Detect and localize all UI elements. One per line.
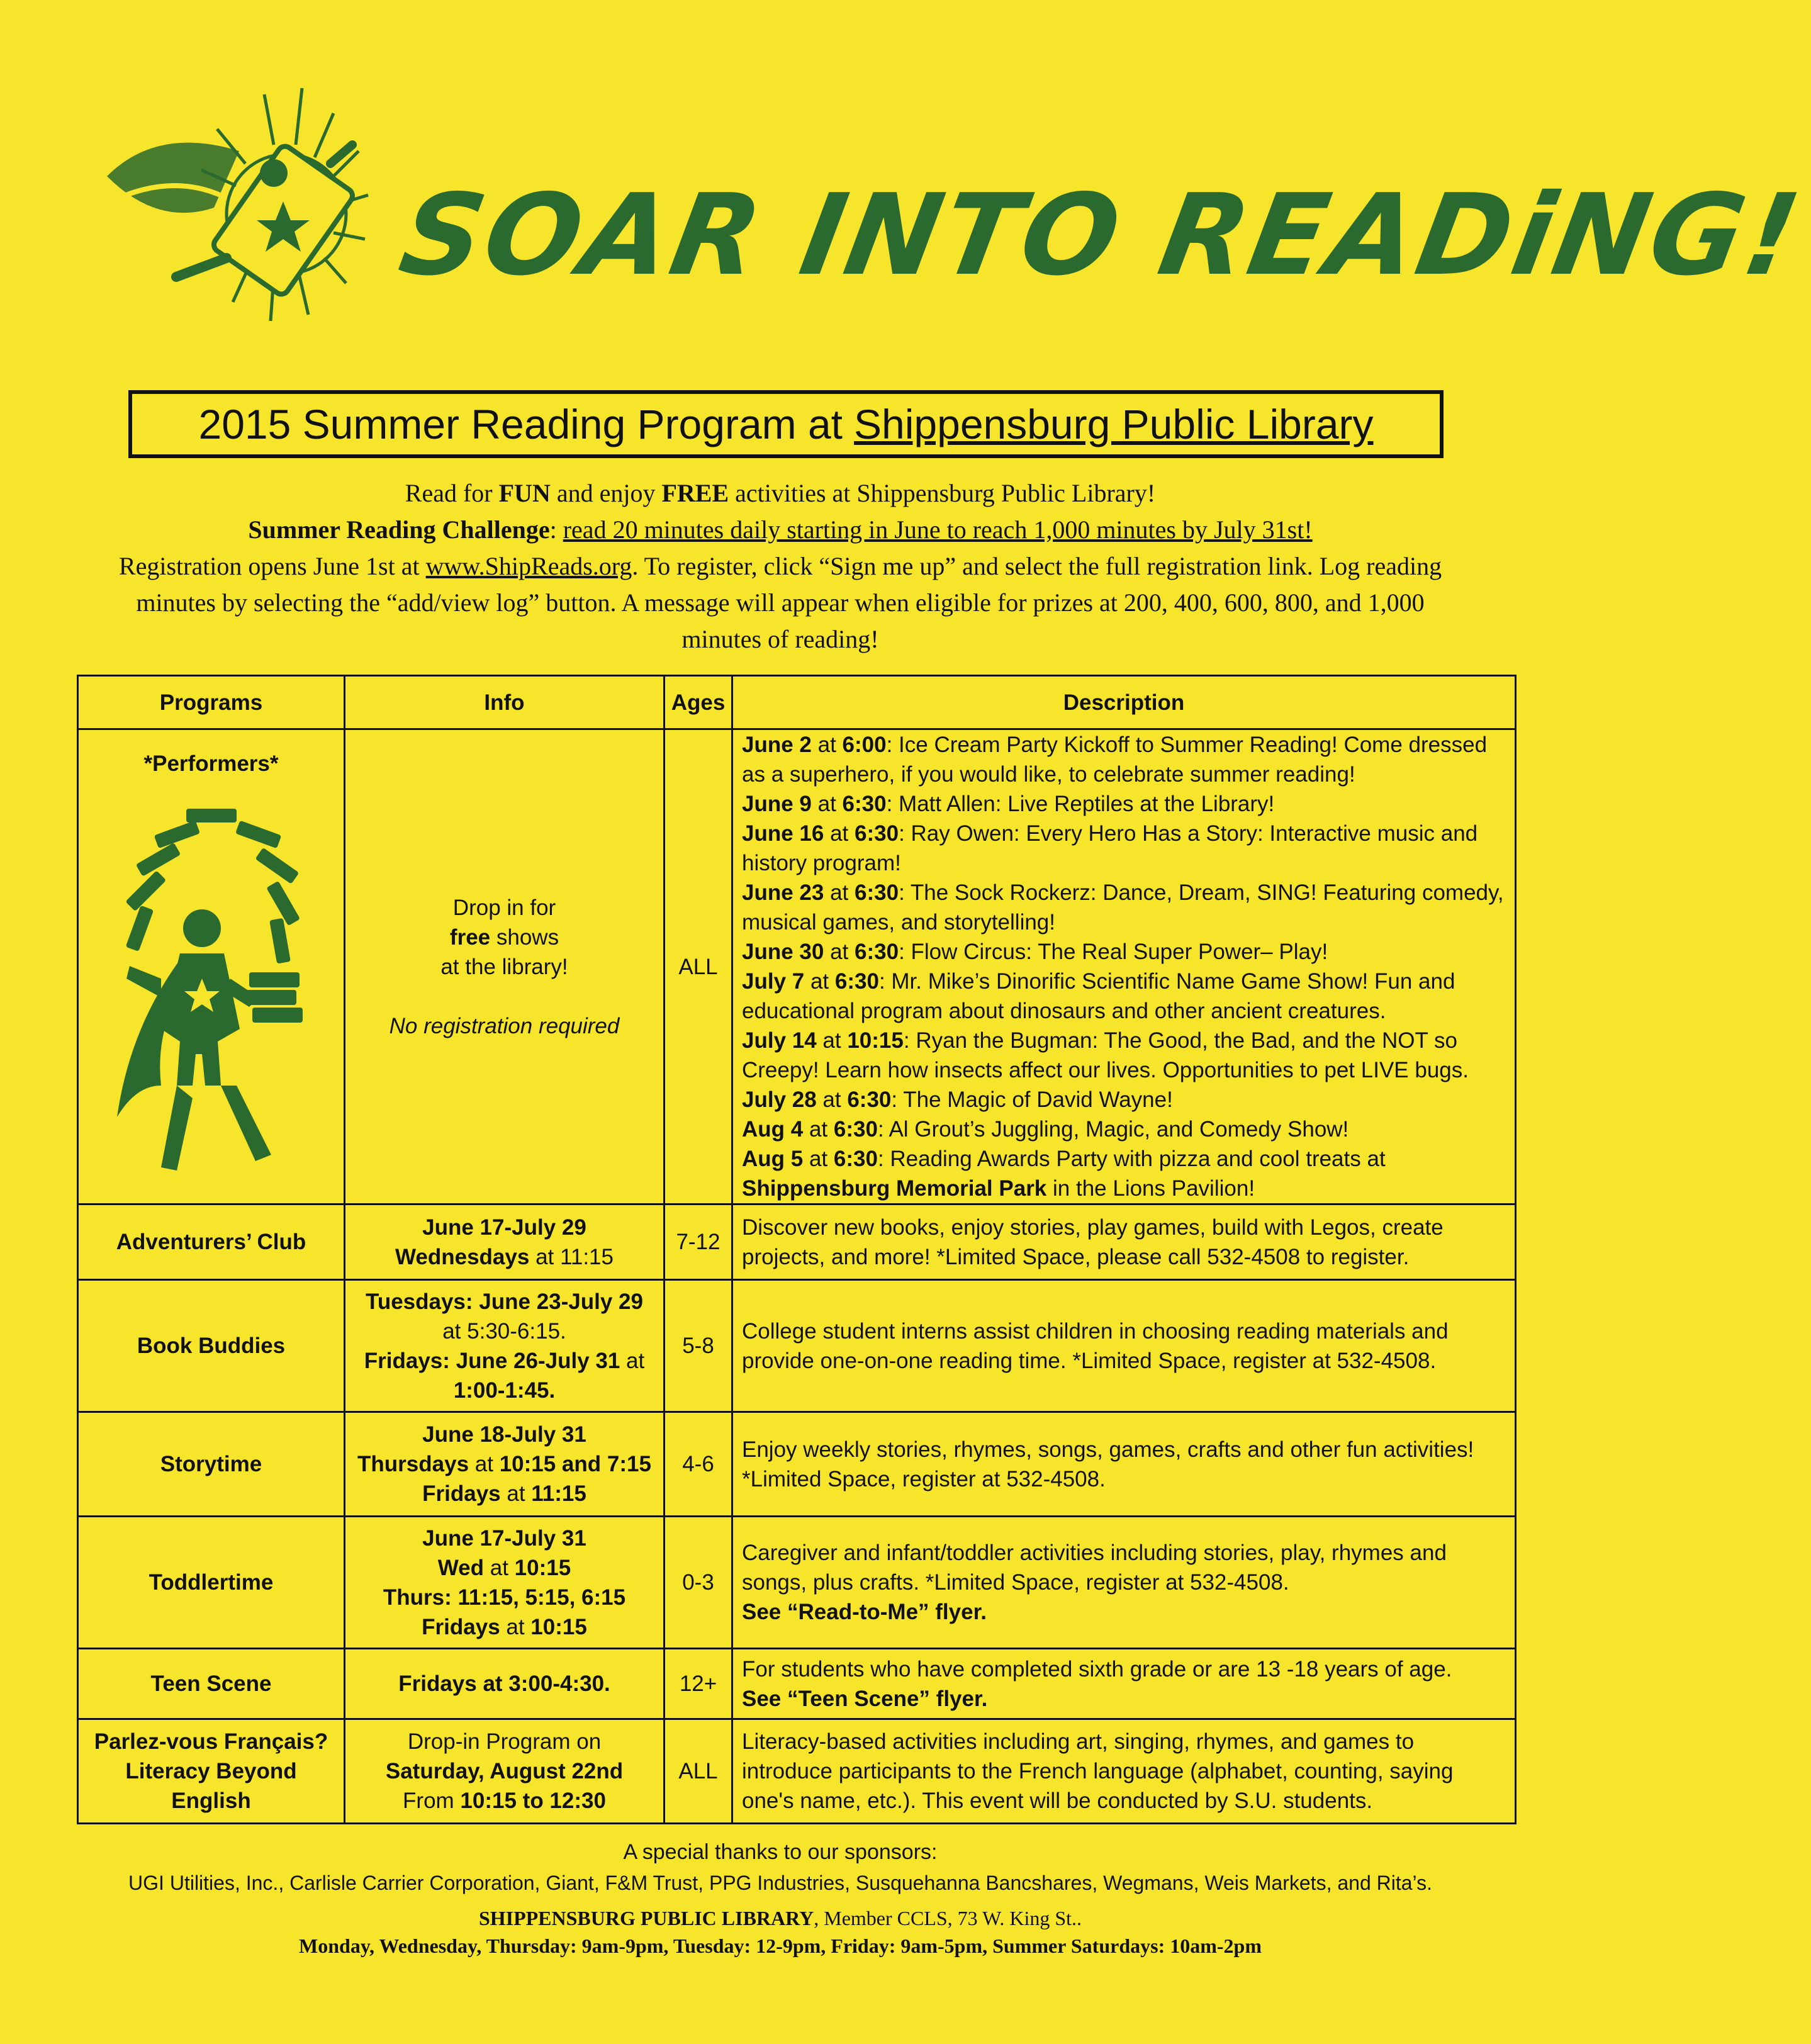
time-text: 10:15 and 7:15 <box>499 1452 651 1476</box>
description-cell-teen-scene <box>732 1649 1516 1719</box>
event-text: : Flow Circus: The Real Super Power– Play! <box>899 940 1328 964</box>
event-text: : Reading Awards Party with pizza and cool treats at <box>877 1147 1386 1171</box>
event-item <box>742 937 1506 967</box>
event-time: 6:30 <box>834 969 879 994</box>
time-text: 10:15 <box>514 1555 571 1580</box>
schedule-line <box>354 1786 654 1816</box>
table-header-row <box>78 676 1516 729</box>
event-date: July 7 <box>742 969 805 994</box>
ages-cell-french: ALL <box>664 1719 732 1824</box>
from-text: From <box>403 1788 461 1813</box>
day-name: Fridays <box>422 1481 501 1506</box>
event-item <box>742 1085 1506 1115</box>
event-time: 6:30 <box>855 880 899 905</box>
program-cell-toddlertime: Toddlertime <box>78 1517 345 1649</box>
spacer <box>354 982 654 1011</box>
event-date: June 23 <box>742 880 824 905</box>
day-name: Wed <box>437 1555 485 1580</box>
event-date: July 14 <box>742 1028 817 1053</box>
event-date: June 9 <box>742 792 812 816</box>
description-cell-french: Literacy-based activities including art, singing, rhymes, and games to introduce participants to the French language (alphabet, counting, saying one's name, etc.). This event will be conducted by S.U. students. <box>732 1719 1516 1824</box>
event-at: at <box>811 792 843 816</box>
free-word: free <box>449 924 491 950</box>
schedule-line: Drop-in Program on <box>407 1729 602 1754</box>
performers-info-line-1: Drop in for <box>452 895 556 920</box>
event-item <box>742 819 1506 878</box>
info-cell-teen-scene <box>345 1649 664 1719</box>
library-name-underlined: Shippensburg Public Library <box>854 401 1374 447</box>
schedule-line <box>354 1553 654 1583</box>
challenge-text: read 20 minutes daily starting in June to reach 1,000 minutes by July 31st! <box>563 515 1313 544</box>
event-at: at <box>811 733 843 757</box>
event-time: 6:30 <box>842 792 887 816</box>
schedule-line <box>354 1242 654 1272</box>
table-row-french <box>78 1719 1516 1824</box>
registration-text-b: . To register, click “Sign me up” and select the full registration link. Log reading minutes by selecting the “add/view log” button. A message will appear when eligible for prizes at 200, 400, 600, 800, and 1,000 minutes of reading! <box>136 552 1442 653</box>
intro-text <box>94 475 1466 658</box>
registration-text <box>94 548 1466 658</box>
description-cell-performers <box>732 729 1516 1204</box>
info-cell-book-buddies <box>345 1280 664 1412</box>
park-name: Shippensburg Memorial Park <box>742 1176 1047 1201</box>
program-name-line: Literacy Beyond <box>125 1759 297 1783</box>
fun-word: FUN <box>498 479 551 507</box>
info-cell-adventurers <box>345 1204 664 1280</box>
ages-cell-book-buddies: 5-8 <box>664 1280 732 1412</box>
at-text: at <box>500 1614 531 1639</box>
time-text: 11:15 <box>531 1481 586 1506</box>
program-schedule-table <box>77 675 1517 1824</box>
day-name: Thursdays <box>357 1452 469 1476</box>
event-text: : Ice Cream Party Kickoff to Summer Reading! Come dressed as a superhero, if you would like, to celebrate summer reading! <box>742 733 1488 787</box>
table-row-adventurers <box>78 1204 1516 1280</box>
event-at: at <box>804 969 835 994</box>
performers-info-line-3: at the library! <box>440 954 568 979</box>
day-name: Fridays <box>422 1614 500 1639</box>
flying-book-hero-icon <box>82 69 434 365</box>
park-location: in the Lions Pavilion! <box>1046 1176 1255 1201</box>
table-row-storytime <box>78 1412 1516 1517</box>
event-item <box>742 789 1506 819</box>
event-at: at <box>816 1028 848 1053</box>
shipreads-link[interactable]: www.ShipReads.org <box>425 552 632 580</box>
schedule-line: Thurs: 11:15, 5:15, 6:15 <box>383 1585 626 1610</box>
event-date: Aug 5 <box>742 1147 804 1171</box>
event-date: July 28 <box>742 1087 817 1112</box>
event-date: June 16 <box>742 821 824 846</box>
event-time: 6:30 <box>847 1087 892 1112</box>
schedule-line: at 5:30-6:15. <box>442 1318 566 1344</box>
event-date: Aug 4 <box>742 1117 804 1142</box>
schedule-line <box>354 1612 654 1642</box>
program-name-line: English <box>171 1788 251 1813</box>
program-title: 2015 Summer Reading Program at <box>198 401 843 447</box>
ages-cell-teen-scene: 12+ <box>664 1649 732 1719</box>
event-text: : Mr. Mike’s Dinorific Scientific Name Game Show! Fun and educational program about dinosaurs and other ancient creatures. <box>742 969 1455 1023</box>
performers-info-line-2 <box>354 923 654 952</box>
info-cell-toddlertime <box>345 1517 664 1649</box>
program-cell-adventurers: Adventurers’ Club <box>78 1204 345 1280</box>
event-item <box>742 878 1506 937</box>
event-at: at <box>816 1087 848 1112</box>
day-name: Wednesdays <box>395 1244 530 1269</box>
event-time: 10:15 <box>847 1028 904 1053</box>
date-range: June 17-July 31 <box>422 1525 586 1551</box>
event-text: : The Magic of David Wayne! <box>891 1087 1173 1112</box>
description-cell-storytime: Enjoy weekly stories, rhymes, songs, games, crafts and other fun activities! *Limited Space, register at 532-4508. <box>732 1412 1516 1517</box>
event-text: : Matt Allen: Live Reptiles at the Library! <box>886 792 1275 816</box>
time-text: at 3:00-4:30. <box>476 1671 610 1696</box>
event-item <box>742 730 1506 789</box>
registration-text-a: Registration opens June 1st at <box>118 552 426 580</box>
description-cell-adventurers: Discover new books, enjoy stories, play games, build with Legos, create projects, and more! *Limited Space, please call 532-4508 to register. <box>732 1204 1516 1280</box>
event-date: June 30 <box>742 940 824 964</box>
event-date: June 2 <box>742 733 812 757</box>
no-registration-note: No registration required <box>389 1013 620 1038</box>
info-cell-storytime <box>345 1412 664 1517</box>
event-at: at <box>824 821 855 846</box>
program-title-box <box>128 390 1444 458</box>
time-range: 10:15 to 12:30 <box>460 1788 606 1813</box>
column-header-ages: Ages <box>664 676 732 729</box>
event-at: at <box>803 1117 834 1142</box>
event-time: 6:30 <box>855 821 899 846</box>
at-text: at <box>500 1481 532 1506</box>
ages-cell-performers: ALL <box>664 729 732 1204</box>
schedule-line <box>354 1449 654 1479</box>
info-cell-performers <box>345 729 664 1204</box>
intro-line-1 <box>94 475 1466 512</box>
event-text: : Ray Owen: Every Hero Has a Story: Interactive music and history program! <box>742 821 1478 875</box>
challenge-label: Summer Reading Challenge <box>248 515 550 544</box>
column-header-programs: Programs <box>78 676 345 729</box>
library-name: SHIPPENSBURG PUBLIC LIBRARY <box>478 1907 814 1929</box>
event-date: Saturday, August 22nd <box>385 1759 624 1783</box>
program-cell-storytime: Storytime <box>78 1412 345 1517</box>
intro-text-b: and enjoy <box>550 479 662 507</box>
event-at: at <box>803 1147 834 1171</box>
library-hours: Monday, Wednesday, Thursday: 9am-9pm, Tuesday: 12-9pm, Friday: 9am-5pm, Summer Saturdays: 10am-2pm <box>299 1934 1262 1957</box>
main-title: SOAR INTO READiNG! <box>391 170 1811 300</box>
column-header-info: Info <box>345 676 664 729</box>
challenge-line: Summer Reading Challenge: read 20 minutes daily starting in June to reach 1,000 minutes by July 31st! <box>248 515 1313 544</box>
program-cell-performers <box>78 729 345 1204</box>
program-cell-french <box>78 1719 345 1824</box>
at-text: at <box>620 1348 645 1373</box>
flyer-reference: See “Read-to-Me” flyer. <box>742 1600 987 1624</box>
schedule-line <box>354 1346 654 1376</box>
library-address-text: , Member CCLS, 73 W. King St.. <box>814 1907 1082 1929</box>
event-item <box>742 1144 1506 1203</box>
at-text: at <box>469 1452 500 1476</box>
event-time: 6:00 <box>842 733 887 757</box>
event-time: 6:30 <box>833 1117 878 1142</box>
program-name: *Performers* <box>143 751 279 776</box>
free-word: FREE <box>661 479 729 507</box>
table-row-book-buddies <box>78 1280 1516 1412</box>
schedule-line: 1:00-1:45. <box>453 1378 556 1403</box>
event-text: : Al Grout’s Juggling, Magic, and Comedy Show! <box>877 1117 1349 1142</box>
event-at: at <box>824 940 855 964</box>
event-at: at <box>824 880 855 905</box>
at-text: at <box>484 1555 515 1580</box>
intro-text-a: Read for <box>405 479 499 507</box>
time-text: at 11:15 <box>529 1244 614 1269</box>
description-cell-book-buddies: College student interns assist children in choosing reading materials and provide one-on-one reading time. *Limited Space, register at 532-4508. <box>732 1280 1516 1412</box>
sponsor-heading: A special thanks to our sponsors: <box>623 1840 938 1864</box>
day-name: Fridays <box>398 1671 477 1696</box>
sponsor-list: UGI Utilities, Inc., Carlisle Carrier Corporation, Giant, F&M Trust, PPG Industries, Susquehanna Bancshares, Wegmans, Weis Markets, and Rita’s. <box>128 1872 1432 1894</box>
ages-cell-adventurers: 7-12 <box>664 1204 732 1280</box>
event-time: 6:30 <box>855 940 899 964</box>
table-row-toddlertime <box>78 1517 1516 1649</box>
shows-text: shows <box>490 924 559 950</box>
event-item <box>742 1026 1506 1085</box>
intro-text-c: activities at Shippensburg Public Library! <box>729 479 1156 507</box>
ages-cell-storytime: 4-6 <box>664 1412 732 1517</box>
table-row-teen-scene <box>78 1649 1516 1719</box>
table-row-performers <box>78 729 1516 1204</box>
program-name-line: Parlez-vous Français? <box>94 1729 328 1754</box>
day-dates: Fridays: June 26-July 31 <box>364 1348 620 1373</box>
library-address <box>0 1907 1561 1930</box>
event-item <box>742 967 1506 1026</box>
event-item <box>742 1115 1506 1144</box>
column-header-description: Description <box>732 676 1516 729</box>
time-text: 10:15 <box>530 1614 587 1639</box>
ages-cell-toddlertime: 0-3 <box>664 1517 732 1649</box>
schedule-line: Tuesdays: June 23-July 29 <box>366 1289 643 1314</box>
date-range: June 18-July 31 <box>422 1422 586 1447</box>
superhero-with-books-icon <box>92 790 331 1193</box>
description-cell-toddlertime <box>732 1517 1516 1649</box>
event-text: : The Sock Rockerz: Dance, Dream, SING! Featuring comedy, musical games, and storytelling! <box>742 880 1504 935</box>
flyer-reference: See “Teen Scene” flyer. <box>742 1686 988 1711</box>
event-time: 6:30 <box>833 1147 878 1171</box>
date-range: June 17-July 29 <box>422 1215 586 1240</box>
program-cell-book-buddies: Book Buddies <box>78 1280 345 1412</box>
schedule-line <box>354 1479 654 1508</box>
description-text: Caregiver and infant/toddler activities including stories, play, rhymes and songs, plus crafts. *Limited Space, register at 532-4508. <box>742 1541 1447 1595</box>
description-text: For students who have completed sixth grade or are 13 -18 years of age. <box>742 1656 1452 1682</box>
program-cell-teen-scene: Teen Scene <box>78 1649 345 1719</box>
event-text: : Ryan the Bugman: The Good, the Bad, and the NOT so Creepy! Learn how insects affect our lives. Opportunities to pet LIVE bugs. <box>742 1028 1469 1082</box>
info-cell-french <box>345 1719 664 1824</box>
